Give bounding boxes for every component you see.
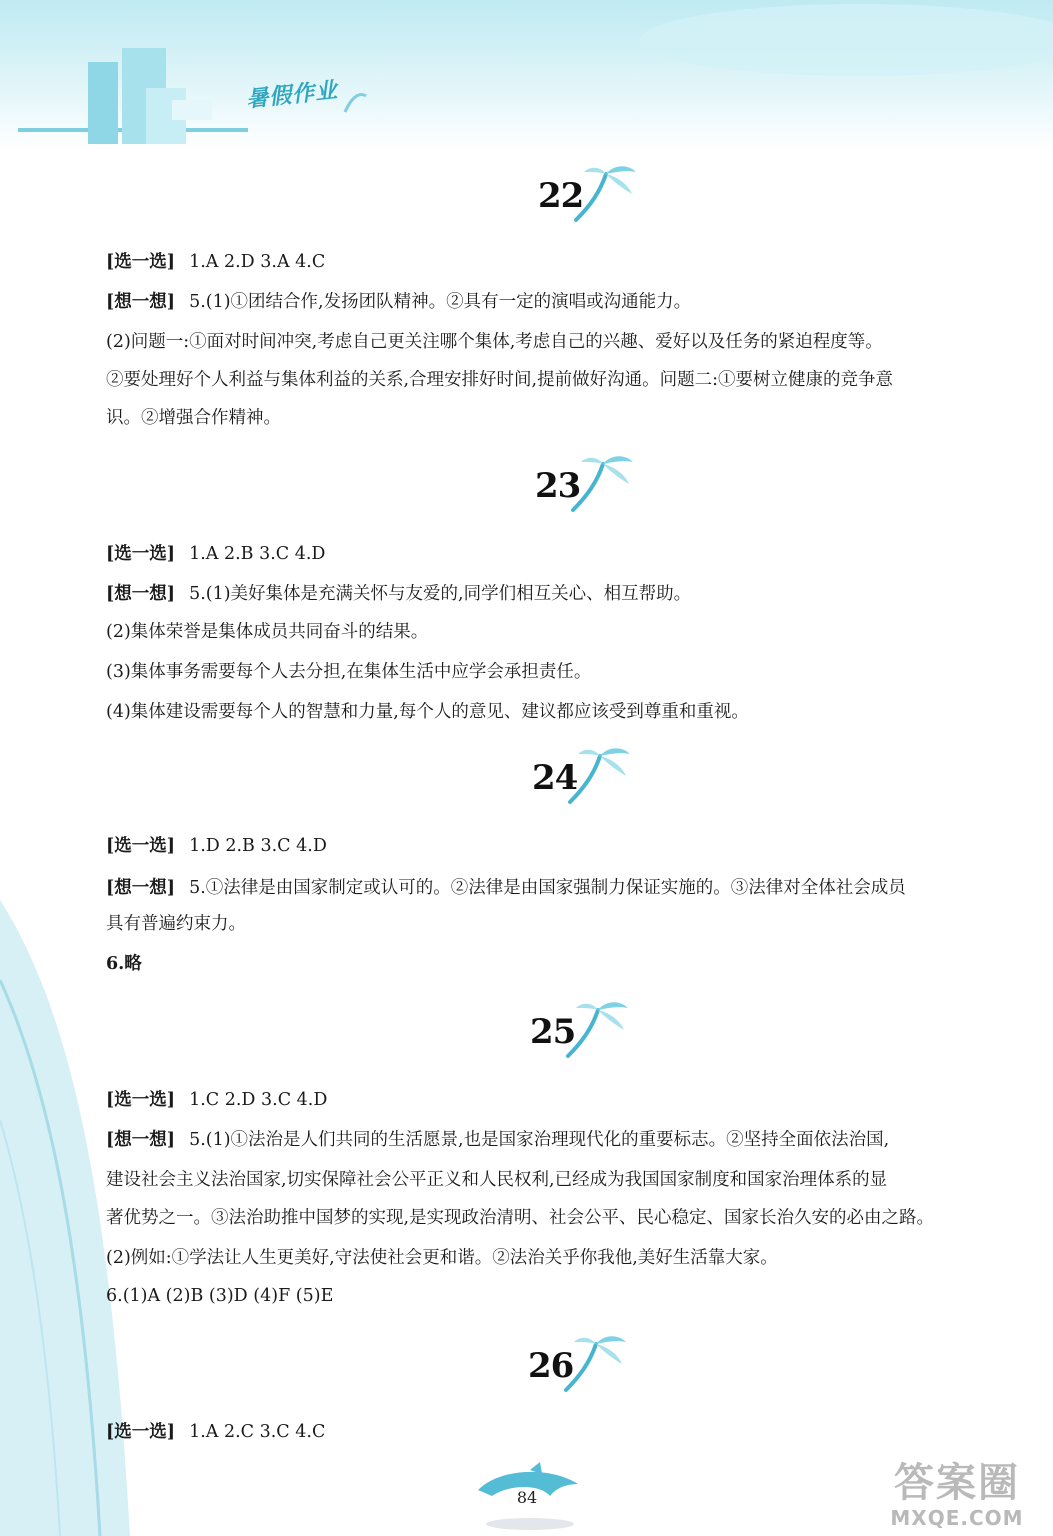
section-number-26: 26	[528, 1346, 574, 1386]
answer-line: [想一想] 5.(1)美好集体是充满关怀与友爱的,同学们相互关心、相互帮助。	[106, 584, 692, 604]
watermark: 答案圈 MXQE.COM	[890, 1460, 1024, 1530]
answer-line: (3)集体事务需要每个人去分担,在集体生活中应学会承担责任。	[106, 662, 592, 682]
answer-line: [想一想] 5.(1)①法治是人们共同的生活愿景,也是国家治理现代化的重要标志。②坚持全面依法治国,	[106, 1130, 890, 1150]
header-title: 暑假作业	[245, 78, 340, 113]
answer-line: [选一选] 1.A 2.C 3.C 4.C	[106, 1422, 326, 1442]
palm-icon	[556, 1332, 630, 1396]
section-number-25: 25	[530, 1012, 576, 1052]
palm-icon	[558, 998, 632, 1062]
answer-line: [想一想] 5.(1)①团结合作,发扬团队精神。②具有一定的演唱或沟通能力。	[106, 292, 692, 312]
answer-line: 著优势之一。③法治助推中国梦的实现,是实现政治清明、社会公平、民心稳定、国家长治久安的必由之路。	[106, 1208, 935, 1228]
answer-line: 6.(1)A (2)B (3)D (4)F (5)E	[106, 1286, 334, 1306]
answer-line: (2)例如:①学法让人生更美好,守法使社会更和谐。②法治关乎你我他,美好生活靠大家。	[106, 1248, 778, 1268]
section-number-22: 22	[538, 176, 584, 216]
answer-line: [选一选] 1.C 2.D 3.C 4.D	[106, 1090, 328, 1110]
answer-line: 6.略	[106, 954, 142, 974]
answer-line: (2)集体荣誉是集体成员共同奋斗的结果。	[106, 622, 429, 642]
answer-line: ②要处理好个人利益与集体利益的关系,合理安排好时间,提前做好沟通。问题二:①要树立健康的竞争意	[106, 370, 894, 390]
section-number-23: 23	[535, 466, 581, 506]
palm-icon	[566, 162, 640, 226]
section-number-24: 24	[532, 758, 578, 798]
answer-line: [选一选] 1.D 2.B 3.C 4.D	[106, 836, 327, 856]
answer-line: [想一想] 5.①法律是由国家制定或认可的。②法律是由国家强制力保证实施的。③法律对全体社会成员	[106, 878, 906, 898]
palm-icon	[560, 744, 634, 808]
answer-line: 具有普遍约束力。	[106, 914, 246, 934]
answer-line: 识。②增强合作精神。	[106, 408, 281, 428]
answer-line: [选一选] 1.A 2.D 3.A 4.C	[106, 252, 326, 272]
answer-line: [选一选] 1.A 2.B 3.C 4.D	[106, 544, 326, 564]
palm-icon	[563, 452, 637, 516]
header-decoration	[0, 0, 1053, 160]
answer-line: (4)集体建设需要每个人的智慧和力量,每个人的意见、建议都应该受到尊重和重视。	[106, 702, 749, 722]
page-number: 84	[516, 1488, 538, 1507]
answer-line: 建设社会主义法治国家,切实保障社会公平正义和人民权利,已经成为我国国家制度和国家治理体系的显	[106, 1170, 888, 1190]
answer-line: (2)问题一:①面对时间冲突,考虑自己更关注哪个集体,考虑自己的兴趣、爱好以及任务的紧迫程度等。	[106, 332, 883, 352]
